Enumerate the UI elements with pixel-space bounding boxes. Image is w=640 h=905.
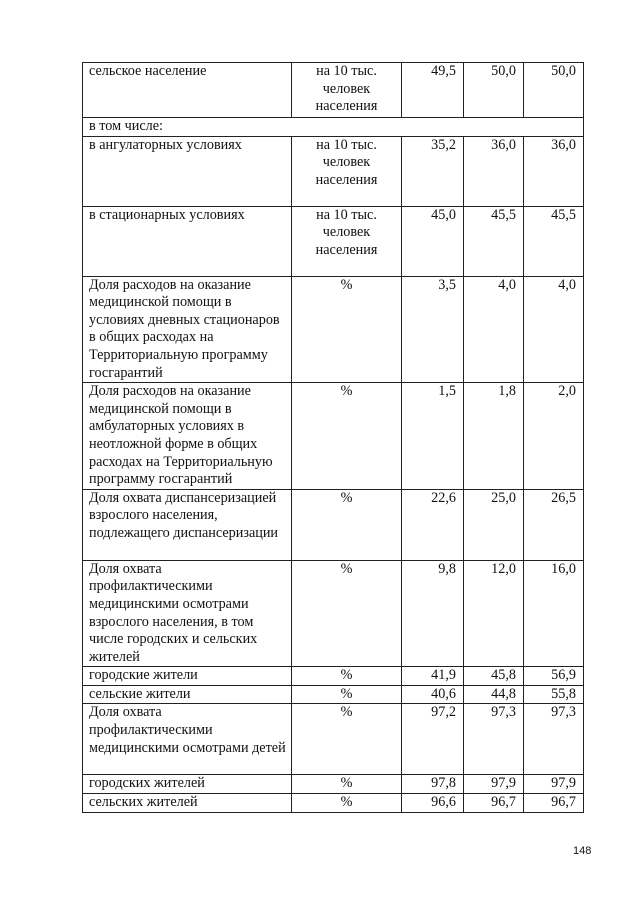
row-value-1: 97,8 (402, 775, 464, 794)
row-value-3: 26,5 (524, 489, 584, 560)
table-row (83, 136, 584, 206)
row-unit: на 10 тыс. человек населения (292, 206, 402, 276)
row-value-1: 3,5 (402, 276, 464, 383)
row-value-3: 56,9 (524, 667, 584, 686)
table-row (83, 118, 584, 137)
row-value-3: 4,0 (524, 276, 584, 383)
table-row (83, 63, 584, 118)
subheader-in-total: в том числе: (83, 118, 584, 137)
table-row (83, 704, 584, 775)
row-value-2: 44,8 (464, 685, 524, 704)
row-value-1: 41,9 (402, 667, 464, 686)
row-unit: % (292, 704, 402, 775)
row-value-1: 40,6 (402, 685, 464, 704)
row-unit: % (292, 685, 402, 704)
row-value-2: 25,0 (464, 489, 524, 560)
row-unit: % (292, 775, 402, 794)
row-value-2: 45,8 (464, 667, 524, 686)
row-value-3: 96,7 (524, 794, 584, 813)
row-unit: на 10 тыс. человек населения (292, 136, 402, 206)
row-value-3: 55,8 (524, 685, 584, 704)
row-name: в ангулаторных условиях (83, 136, 292, 206)
row-name: в стационарных условиях (83, 206, 292, 276)
row-value-1: 97,2 (402, 704, 464, 775)
row-name: Доля расходов на оказание медицинской помощи в условиях дневных стационаров в общих расходах на Территориальную программу госгарантий (83, 276, 292, 383)
row-value-2: 4,0 (464, 276, 524, 383)
row-value-2: 36,0 (464, 136, 524, 206)
row-unit: % (292, 383, 402, 490)
row-value-1: 49,5 (402, 63, 464, 118)
row-value-2: 50,0 (464, 63, 524, 118)
row-name: Доля охвата профилактическими медицинскими осмотрами детей (83, 704, 292, 775)
row-value-3: 36,0 (524, 136, 584, 206)
table-row (83, 667, 584, 686)
row-value-3: 97,3 (524, 704, 584, 775)
row-value-3: 45,5 (524, 206, 584, 276)
row-value-1: 22,6 (402, 489, 464, 560)
table-row (83, 685, 584, 704)
table-row (83, 560, 584, 667)
row-name: городских жителей (83, 775, 292, 794)
row-name: сельских жителей (83, 794, 292, 813)
row-unit: % (292, 276, 402, 383)
row-value-2: 12,0 (464, 560, 524, 667)
table-row (83, 794, 584, 813)
row-value-1: 96,6 (402, 794, 464, 813)
table-row (83, 276, 584, 383)
row-name: Доля охвата профилактическими медицинскими осмотрами взрослого населения, в том числе городских и сельских жителей (83, 560, 292, 667)
page-number: 148 (573, 845, 592, 857)
row-value-2: 45,5 (464, 206, 524, 276)
row-unit: % (292, 489, 402, 560)
row-unit: % (292, 667, 402, 686)
row-value-2: 1,8 (464, 383, 524, 490)
row-name: сельские жители (83, 685, 292, 704)
row-value-1: 45,0 (402, 206, 464, 276)
row-value-3: 2,0 (524, 383, 584, 490)
row-unit: % (292, 794, 402, 813)
row-unit: % (292, 560, 402, 667)
row-value-3: 16,0 (524, 560, 584, 667)
row-name: Доля расходов на оказание медицинской помощи в амбулаторных условиях в неотложной форме в общих расходах на Территориальную программу госгарантий (83, 383, 292, 490)
row-value-2: 97,9 (464, 775, 524, 794)
row-unit: на 10 тыс. человек населения (292, 63, 402, 118)
indicators-table (82, 62, 584, 813)
row-name: Доля охвата диспансеризацией взрослого населения, подлежащего диспансеризации (83, 489, 292, 560)
row-value-2: 96,7 (464, 794, 524, 813)
table-row (83, 206, 584, 276)
table-row (83, 383, 584, 490)
table-row (83, 775, 584, 794)
row-value-2: 97,3 (464, 704, 524, 775)
row-value-1: 9,8 (402, 560, 464, 667)
row-value-1: 1,5 (402, 383, 464, 490)
row-value-1: 35,2 (402, 136, 464, 206)
table-row (83, 489, 584, 560)
row-value-3: 50,0 (524, 63, 584, 118)
row-name: городские жители (83, 667, 292, 686)
row-name: сельское население (83, 63, 292, 118)
row-value-3: 97,9 (524, 775, 584, 794)
